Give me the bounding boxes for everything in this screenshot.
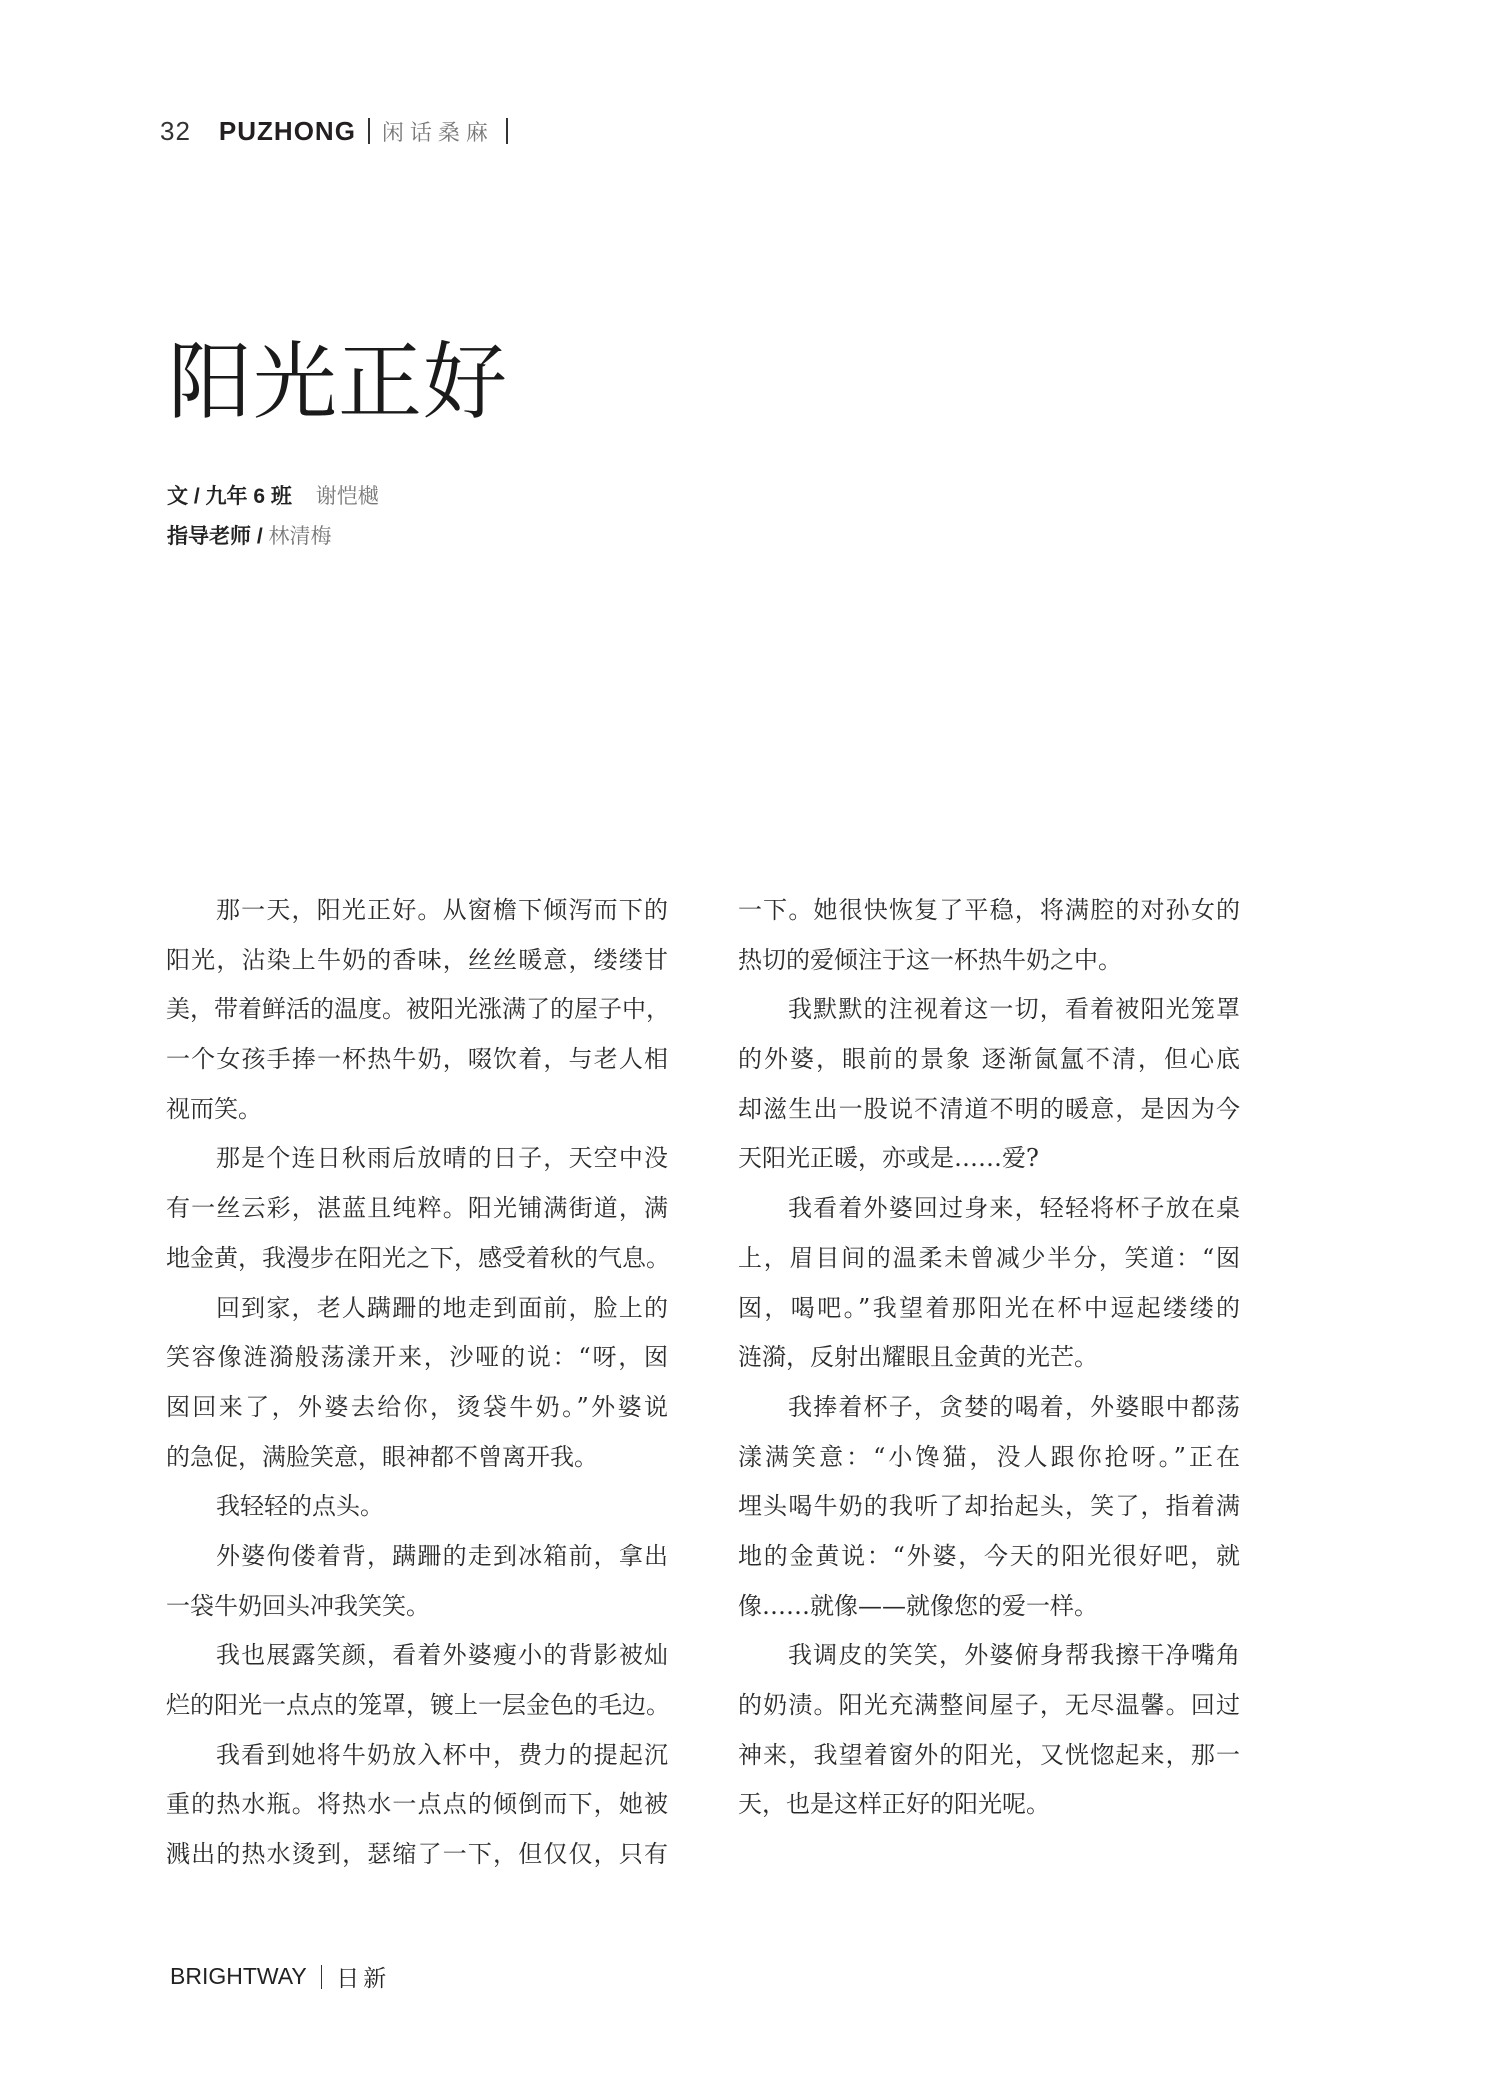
body-column-right: [738, 886, 1240, 1830]
teacher-name: 林清梅: [268, 525, 332, 548]
body-column-left: [166, 886, 668, 1880]
teacher-label: 指导老师 /: [167, 525, 269, 548]
paragraph-line: 视而笑。: [166, 1094, 262, 1123]
paragraph-line: 囡回来了，外婆去给你，烫袋牛奶。”外婆说: [166, 1392, 668, 1421]
paragraph-line: 美，带着鲜活的温度。被阳光涨满了的屋子中，: [166, 995, 670, 1024]
paragraph-line: 我也展露笑颜，看着外婆瘦小的背影被灿: [216, 1641, 668, 1670]
paragraph-line: 一袋牛奶回头冲我笑笑。: [166, 1591, 430, 1620]
footer-brand: BRIGHTWAY: [170, 1963, 307, 1989]
paragraph-line: 我看到她将牛奶放入杯中，费力的提起沉: [216, 1740, 668, 1769]
author-name: 谢恺樾: [315, 485, 379, 508]
article-title: 阳光正好: [168, 333, 509, 431]
paragraph-line: 回到家，老人蹒跚的地走到面前，脸上的: [216, 1293, 668, 1322]
paragraph-line: 地的金黄说：“外婆，今天的阳光很好吧，就: [738, 1541, 1240, 1570]
paragraph-line: 阳光，沾染上牛奶的香味，丝丝暖意，缕缕甘: [166, 945, 668, 974]
paragraph-line: 囡，喝吧。”我望着那阳光在杯中逗起缕缕的: [738, 1293, 1240, 1322]
paragraph-line: 溅出的热水烫到，瑟缩了一下，但仅仅，只有: [166, 1840, 668, 1869]
paragraph-line: 上，眉目间的温柔未曾减少半分，笑道：“囡: [738, 1243, 1240, 1272]
paragraph-line: 我捧着杯子，贪婪的喝着，外婆眼中都荡: [788, 1392, 1240, 1421]
paragraph-line: 却滋生出一股说不清道不明的暖意，是因为今: [738, 1094, 1240, 1123]
paragraph-line: 的外婆，眼前的景象 逐渐氤氲不清，但心底: [738, 1045, 1240, 1074]
running-footer: [170, 1960, 390, 1993]
paragraph-line: 热切的爱倾注于这一杯热牛奶之中。: [738, 945, 1122, 974]
paragraph-line: 笑容像涟漪般荡漾开来，沙哑的说：“呀，囡: [166, 1343, 668, 1372]
paragraph-line: 我看着外婆回过身来，轻轻将杯子放在桌: [788, 1194, 1240, 1223]
section-name: 闲话桑麻: [381, 119, 494, 145]
paragraph-line: 我调皮的笑笑，外婆俯身帮我擦干净嘴角: [788, 1641, 1240, 1670]
teacher-byline: [167, 520, 332, 550]
paragraph-line: 一个女孩手捧一杯热牛奶，啜饮着，与老人相: [166, 1045, 668, 1074]
paragraph-line: 重的热水瓶。将热水一点点的倾倒而下，她被: [166, 1790, 668, 1819]
paragraph-line: 那是个连日秋雨后放晴的日子，天空中没: [216, 1144, 668, 1173]
paragraph-line: 烂的阳光一点点的笼罩，镀上一层金色的毛边。: [166, 1691, 670, 1719]
divider: [506, 118, 508, 144]
paragraph-line: 外婆佝偻着背，蹒跚的走到冰箱前，拿出: [216, 1541, 668, 1570]
footer-chinese-brand: 日新: [336, 1965, 391, 1991]
paragraph-line: 的急促，满脸笑意，眼神都不曾离开我。: [166, 1442, 598, 1471]
divider: [368, 118, 370, 144]
paragraph-line: 的奶渍。阳光充满整间屋子，无尽温馨。回过: [738, 1691, 1240, 1719]
paragraph-line: 天阳光正暖，亦或是……爱?: [738, 1144, 1039, 1173]
paragraph-line: 我默默的注视着这一切，看着被阳光笼罩: [788, 995, 1240, 1024]
paragraph-line: 神来，我望着窗外的阳光，又恍惚起来，那一: [738, 1740, 1240, 1769]
page-number: 32: [160, 115, 191, 146]
divider: [321, 1965, 323, 1989]
paragraph-line: 涟漪，反射出耀眼且金黄的光芒。: [738, 1343, 1098, 1372]
magazine-brand: PUZHONG: [218, 115, 356, 146]
paragraph-line: 埋头喝牛奶的我听了却抬起头，笑了，指着满: [738, 1492, 1240, 1521]
paragraph-line: 漾满笑意：“小馋猫，没人跟你抢呀。”正在: [738, 1442, 1240, 1471]
paragraph-line: 像……就像——就像您的爱一样。: [738, 1591, 1098, 1620]
paragraph-line: 我轻轻的点头。: [216, 1492, 384, 1521]
running-header: [160, 114, 520, 148]
paragraph-line: 那一天，阳光正好。从窗檐下倾泻而下的: [216, 896, 668, 924]
paragraph-line: 一下。她很快恢复了平稳，将满腔的对孙女的: [738, 896, 1240, 924]
paragraph-line: 地金黄，我漫步在阳光之下，感受着秋的气息。: [166, 1243, 670, 1272]
author-label: 文 / 九年 6 班: [167, 485, 292, 508]
paragraph-line: 天，也是这样正好的阳光呢。: [738, 1790, 1050, 1819]
paragraph-line: 有一丝云彩，湛蓝且纯粹。阳光铺满街道，满: [166, 1194, 668, 1223]
author-byline: [167, 480, 379, 510]
